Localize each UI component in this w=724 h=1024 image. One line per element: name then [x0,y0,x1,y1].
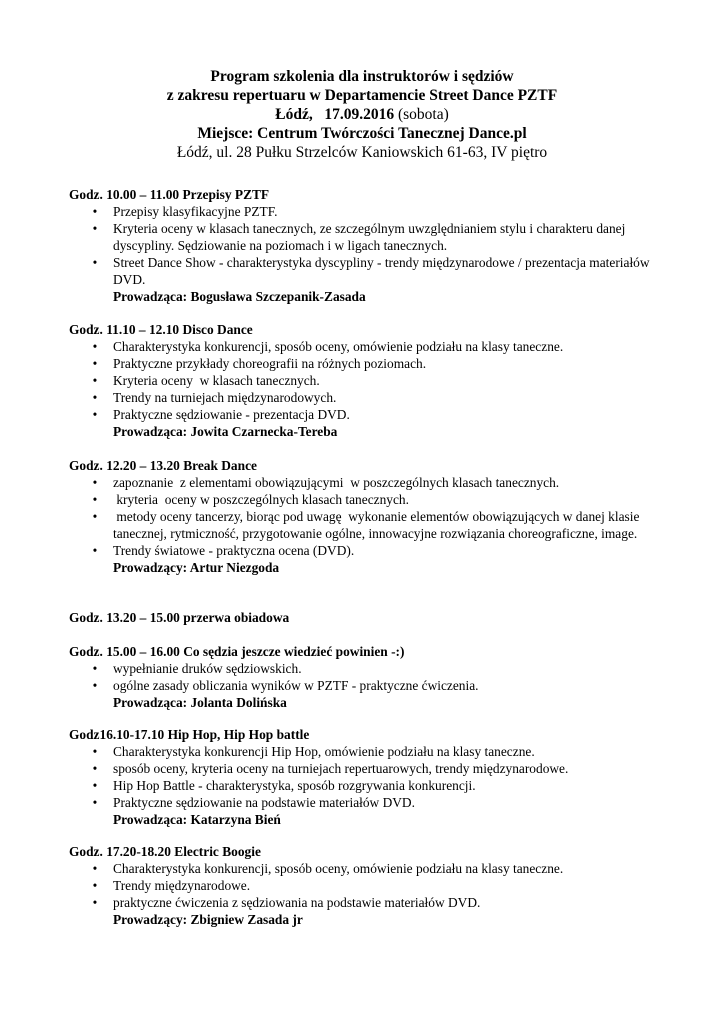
schedule-section [69,643,669,711]
bullet-icon: • [92,221,98,236]
section-item-list [69,660,669,694]
bullet-icon: • [92,204,98,219]
bullet-icon: • [92,895,98,910]
list-item-text: Charakterystyka konkurencji, sposób oceny, omówienie podziału na klasy taneczne. [113,861,564,876]
header-line-4: Miejsce: Centrum Twórczości Tanecznej Dance.pl [197,125,527,142]
list-item-text: Kryteria oceny w klasach tanecznych, ze szczególnym uwzględnianiem stylu i charakteru danej dyscypliny. Sędziowanie na poziomach i w ligach tanecznych. [113,221,629,253]
bullet-icon: • [92,373,98,388]
bullet-icon: • [92,661,98,676]
list-item-text: metody oceny tancerzy, biorąc pod uwagę wykonanie elementów obowiązujących w danej klasie tanecznej, rytmiczność, przygotowanie ogólne, innowacyjne rozwiązania choreograficzne, image. [113,509,643,541]
bullet-icon: • [92,339,98,354]
bullet-icon: • [92,390,98,405]
document-header [0,67,724,162]
list-item-text: Praktyczne sędziowanie - prezentacja DVD. [113,407,350,422]
bullet-icon: • [92,475,98,490]
bullet-icon: • [92,255,98,270]
list-item [69,877,669,894]
schedule-section [69,186,669,305]
section-item-list [69,860,669,911]
bullet-icon: • [92,861,98,876]
list-item-text: Charakterystyka konkurencji, sposób oceny, omówienie podziału na klasy taneczne. [113,339,564,354]
list-item-text: Kryteria oceny w klasach tanecznych. [113,373,320,388]
section-item-list [69,743,669,811]
list-item [69,203,669,220]
bullet-icon: • [92,778,98,793]
list-item [69,660,669,677]
list-item-text: Trendy światowe - praktyczna ocena (DVD). [113,543,355,558]
schedule-section [69,609,669,626]
list-item [69,894,669,911]
schedule-section [69,321,669,440]
list-item [69,777,669,794]
list-item-text: Street Dance Show - charakterystyka dyscypliny - trendy międzynarodowe / prezentacja materiałów DVD. [113,255,653,287]
header-weekday: (sobota) [394,106,449,123]
section-lecturer: Prowadzący: Zbigniew Zasada jr [113,912,303,927]
list-item-text: kryteria oceny w poszczególnych klasach tanecznych. [113,492,409,507]
list-item [69,474,669,491]
section-item-list [69,474,669,559]
section-title: Godz. 11.10 – 12.10 Disco Dance [69,322,253,337]
header-line-2: z zakresu repertuaru w Departamencie Street Dance PZTF [166,87,558,104]
list-item-text: Hip Hop Battle - charakterystyka, sposób rozgrywania konkurencji. [113,778,476,793]
bullet-icon: • [92,492,98,507]
section-title: Godz. 17.20-18.20 Electric Boogie [69,844,261,859]
list-item [69,355,669,372]
list-item-text: Praktyczne sędziowanie na podstawie materiałów DVD. [113,795,415,810]
list-item [69,794,669,811]
list-item-text: Trendy międzynarodowe. [113,878,251,893]
list-item [69,542,669,559]
bullet-icon: • [92,761,98,776]
list-item [69,254,669,288]
list-item [69,677,669,694]
bullet-icon: • [92,795,98,810]
list-item-text: ogólne zasady obliczania wyników w PZTF - praktyczne ćwiczenia. [113,678,479,693]
list-item [69,860,669,877]
list-item [69,338,669,355]
list-item-text: Trendy na turniejach międzynarodowych. [113,390,337,405]
schedule-section [69,457,669,576]
bullet-icon: • [92,744,98,759]
section-lecturer: Prowadząca: Jowita Czarnecka-Tereba [113,424,338,439]
bullet-icon: • [92,509,98,524]
section-lecturer: Prowadzący: Artur Niezgoda [113,560,280,575]
header-line-5: Łódź, ul. 28 Pułku Strzelców Kaniowskich 61-63, IV piętro [176,144,548,161]
section-title: Godz. 10.00 – 11.00 Przepisy PZTF [69,187,270,202]
list-item [69,372,669,389]
section-lecturer: Prowadząca: Katarzyna Bień [113,812,281,827]
list-item-text: sposób oceny, kryteria oceny na turniejach repertuarowych, trendy międzynarodowe. [113,761,569,776]
schedule-section [69,843,669,928]
section-title: Godz. 12.20 – 13.20 Break Dance [69,458,257,473]
list-item [69,220,669,254]
header-line-3 [0,105,724,124]
bullet-icon: • [92,878,98,893]
header-date: Łódź, 17.09.2016 [275,106,395,123]
list-item [69,491,669,508]
list-item-text: wypełnianie druków sędziowskich. [113,661,302,676]
header-line-1: Program szkolenia dla instruktorów i sędziów [210,68,514,85]
list-item [69,508,669,542]
section-title: Godz. 13.20 – 15.00 przerwa obiadowa [69,610,290,625]
list-item-text: zapoznanie z elementami obowiązującymi w poszczególnych klasach tanecznych. [113,475,560,490]
list-item [69,743,669,760]
list-item [69,389,669,406]
section-title: Godz16.10-17.10 Hip Hop, Hip Hop battle [69,727,310,742]
list-item [69,760,669,777]
list-item-text: Przepisy klasyfikacyjne PZTF. [113,204,278,219]
section-item-list [69,203,669,288]
bullet-icon: • [92,543,98,558]
bullet-icon: • [92,407,98,422]
schedule-section [69,726,669,828]
section-lecturer: Prowadząca: Bogusława Szczepanik-Zasada [113,289,366,304]
list-item-text: praktyczne ćwiczenia z sędziowania na podstawie materiałów DVD. [113,895,481,910]
bullet-icon: • [92,356,98,371]
list-item-text: Charakterystyka konkurencji Hip Hop, omówienie podziału na klasy taneczne. [113,744,535,759]
list-item-text: Praktyczne przykłady choreografii na różnych poziomach. [113,356,427,371]
section-lecturer: Prowadząca: Jolanta Dolińska [113,695,287,710]
section-item-list [69,338,669,423]
bullet-icon: • [92,678,98,693]
list-item [69,406,669,423]
section-title: Godz. 15.00 – 16.00 Co sędzia jeszcze wiedzieć powinien -:) [69,644,405,659]
